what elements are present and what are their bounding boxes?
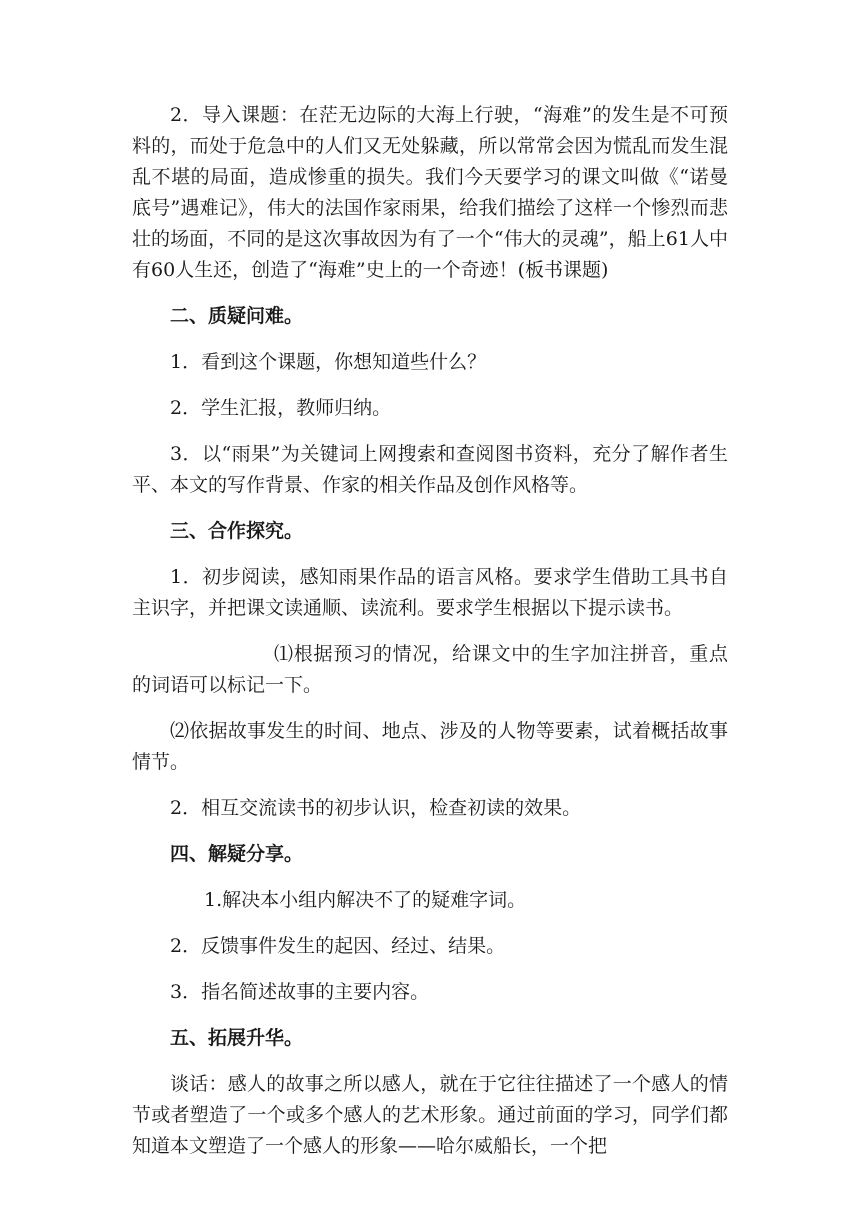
paragraph: 2．学生汇报，教师归纳。 [170, 397, 392, 419]
paragraph: 1．初步阅读，感知雨果作品的语言风格。要求学生借助工具书自主识字，并把课文读通顺、读流利。要求学生根据以下提示读书。 [132, 566, 728, 619]
sub-item-paragraph: ⑴根据预习的情况，给课文中的生字加注拼音，重点的词语可以标记一下。 [132, 643, 728, 696]
paragraph: 谈话：感人的故事之所以感人，就在于它往往描述了一个感人的情节或者塑造了一个或多个感人的艺术形象。通过前面的学习，同学们都知道本文塑造了一个感人的形象——哈尔威船长，一个把 [132, 1073, 728, 1157]
section-heading-cooperation: 三、合作探究。 [170, 520, 304, 542]
paragraph: 1．看到这个课题，你想知道些什么？ [170, 351, 487, 373]
paragraph: 2．反馈事件发生的起因、经过、结果。 [170, 935, 506, 957]
paragraph: 3．以“雨果”为关键词上网搜索和查阅图书资料，充分了解作者生平、本文的写作背景、作家的相关作品及创作风格等。 [132, 443, 728, 496]
paragraph: 3．指名简述故事的主要内容。 [170, 981, 430, 1003]
section-heading-questions: 二、质疑问难。 [170, 305, 304, 327]
section-heading-extension: 五、拓展升华。 [170, 1027, 304, 1049]
paragraph: 1.解决本小组内解决不了的疑难字词。 [204, 889, 527, 911]
sub-item-paragraph: ⑵依据故事发生的时间、地点、涉及的人物等要素，试着概括故事情节。 [132, 720, 728, 773]
paragraph: 2．相互交流读书的初步认识，检查初读的效果。 [170, 797, 582, 819]
document-body [132, 100, 728, 1177]
intro-paragraph: 2．导入课题：在茫无边际的大海上行驶，“海难”的发生是不可预料的，而处于危急中的人们又无处躲藏，所以常常会因为慌乱而发生混乱不堪的局面，造成惨重的损失。我们今天要学习的课文叫做《“诺曼底号”遇难记》，伟大的法国作家雨果，给我们描绘了这样一个惨烈而悲壮的场面，不同的是这次事故因为有了一个“伟大的灵魂”，船上61人中有60人生还，创造了“海难”史上的一个奇迹！(板书课题) [132, 104, 728, 281]
section-heading-sharing: 四、解疑分享。 [170, 843, 304, 865]
